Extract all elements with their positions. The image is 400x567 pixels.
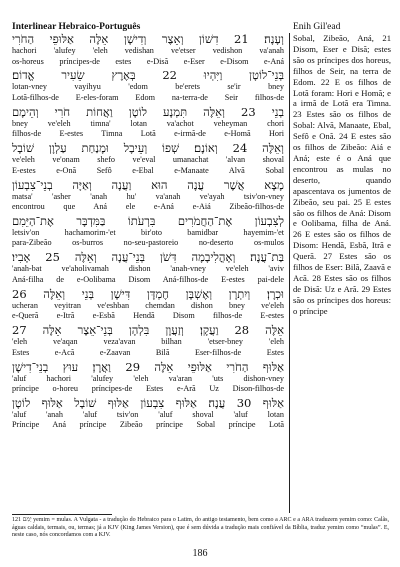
portuguese-translation: Sobal, Zibeão, Aná, 21 Disom, Eser e Disã; estes são os príncipes dos horeus, filhos de Seir, na terra de Edom. 22 E os filhos de Lotã foram: Hori e Homã; e a irmã de Lotã era Timna. 23 Estes são os filhos de Sobal: Alvã, Manaate, Ebal, Sefô e Onã. 24 E estes são os filhos de Zibeão: Aiá e Aná; este é o Aná que encontrou as mulas no deserto, quando apascentava os jumentos de Zibeão, seu pai. 25 E estes são os filhos de Aná: Disom e Oolibama, filha de Aná. 26 E estes são os filhos de Disom: Hendã, Esbã, Itrã e Querã. 27 Estes são os filhos de Eser: Bilã, Zaavã e Acã. 28 Estes são os filhos de Disã: Uz e Arã. 29 Estes são os príncipes dos horeus: o príncipe bbox=[293, 33, 391, 316]
column-divider bbox=[289, 33, 290, 513]
transliteration-line: 'aluf 'anah 'aluf tsiv'on 'aluf shoval 'aluf lotan bbox=[12, 409, 284, 419]
transliteration-line: ve'eleh ve'onam shefo ve'eval umanachat 'alvan shoval bbox=[12, 155, 284, 165]
transliteration-line: bney ve'eleh timna' lotan va'achot veheyman chori bbox=[12, 118, 284, 128]
hebrew-line: וְעָנָה׃ 21 דִשׁוֹן וְאֵצֶר וְדִישָׁן אֵלֶּה אַלּוּפֵי הַחֹרִי bbox=[12, 33, 284, 46]
portuguese-gloss-line: Aná-filha de e-Oolibama Disom Aná-filhos-de E-estes pai-dele bbox=[12, 274, 284, 284]
transliteration-line: 'anah-bat ve'aholivamah dishon 'anah-vney ve'eleh 'aviv bbox=[12, 264, 284, 274]
portuguese-gloss-line: E-estes e-Onã Sefô e-Ebal e-Manaate Alvã Sobal bbox=[12, 165, 284, 175]
hebrew-line: וּכְרָן׃ וְיִתְרָן וְאֶשְׁבָּן חֶמְדָּן דִּישָׁן בְּנֵי וְאֵלֶּה 26 bbox=[12, 287, 284, 301]
transliteration-line: ucheran veyitran ve'eshban chemdan dishon bney ve'eleh bbox=[12, 300, 284, 310]
interlinear-row bbox=[12, 251, 284, 287]
portuguese-gloss-line: e-Querã e-Itrã e-Esbã Hendã Disom filhos-de E-estes bbox=[12, 311, 284, 321]
interlinear-row bbox=[12, 288, 284, 324]
hebrew-line: לְצִבְעוֹן אֶת־הַחֲמֹרִים בִּרְעֹתוֹ בַּמִּדְבָּר אֶת־הַיֵּמִם bbox=[12, 214, 284, 228]
portuguese-gloss-line: encontrou que Aná ele e-Aná e-Aiá Zibeão-filhos-de bbox=[12, 202, 284, 212]
interlinear-row bbox=[12, 179, 284, 215]
portuguese-gloss-line: Lotã-filhos-de E-eles-foram Edom na-terra-de Seir filhos-de bbox=[12, 92, 284, 102]
hebrew-line: בְּנֵי־לוֹטָן וַיִּהְיוּ 22 בְּאֶרֶץ שֵׂעִיר אֱדוֹם׃ bbox=[12, 69, 284, 83]
interlinear-row bbox=[12, 397, 284, 433]
portuguese-gloss-line: filhos-de E-estes Timna Lotã e-irmã-de e-Homã Hori bbox=[12, 129, 284, 139]
hebrew-line: אַלּוּף הַחֹרִי אַלּוּפֵי אֵלֶּה 29 וַאֲרָן׃ עוּץ בְנֵי־דִישָׁן bbox=[12, 360, 284, 374]
hebrew-line: וְאֵלֶּה 24 וְאוֹנָם׃ שְׁפוֹ וְעֵיבָל וּמָנַחַת עַלְוָן שׁוֹבָל bbox=[12, 142, 284, 156]
interlinear-row bbox=[12, 33, 284, 69]
book-title: Interlinear Hebraico-Português bbox=[12, 22, 141, 32]
hebrew-line: אַלּוּף 30 עֲנָה׃ אַלּוּף צִבְעוֹן אַלּוּף שׁוֹבָל אַלּוּף לוֹטָן bbox=[12, 396, 284, 410]
transliteration-line: lotan-vney vayihyu 'edom be'erets se'ir bney bbox=[12, 82, 284, 92]
transliteration-line: letsiv'on hachamorim-'et bir'oto bamidbar hayemim-'et bbox=[12, 227, 284, 237]
interlinear-row bbox=[12, 215, 284, 251]
section-title: Enih Gil'ead bbox=[293, 22, 341, 32]
hebrew-line: מָצָא אֲשֶׁר עֲנָה הוּא וַעֲנָה וְאַיָּה בְנֵי־צִבְעוֹן bbox=[12, 178, 284, 192]
portuguese-gloss-line: príncipe o-horeu príncipes-de Estes e-Arã Uz Dison-filhos-de bbox=[12, 384, 284, 394]
interlinear-row bbox=[12, 69, 284, 105]
translation-column bbox=[293, 33, 391, 317]
footnote-divider bbox=[12, 514, 112, 515]
transliteration-line: 'aluf hachori 'alufey 'eleh va'aran 'uts dishon-vney bbox=[12, 373, 284, 383]
interlinear-row bbox=[12, 142, 284, 178]
page-number: 186 bbox=[192, 548, 208, 559]
portuguese-gloss-line: Príncipe Aná príncipe Zibeão príncipe Sobal príncipe Lotã bbox=[12, 420, 284, 430]
portuguese-gloss-line: para-Zibeão os-burros no-seu-pastoreio no-deserto os-mulos bbox=[12, 238, 284, 248]
footnote: 121 יֵמִם yemim = mulas. A Vulgata - a tradução do Hebraico para o Latim, do antigo testamento, bem como a ARC e a ARA traduzem yemim como: Calãs, águas caldais, termais, ou, termas; já a KJV (King James Version), que é sem dúvida a tradução mais confiável da Bíblia, traduz yemim como “mulas”. E, neste caso, nós concordamos com a KJV. bbox=[12, 517, 390, 539]
hebrew-line: בַּת־עֲנָה׃ וְאָהֳלִיבָמָה דִּשֹׁן בְּנֵי־עֲנָה וְאֵלֶּה 25 אָבִיו׃ bbox=[12, 251, 284, 265]
hebrew-line: אֵלֶּה 28 וַעֲקָן׃ וְזַעֲוָן בִּלְהָן בְּנֵי־אֵצֶר אֵלֶּה 27 bbox=[12, 324, 284, 338]
portuguese-gloss-line: Estes e-Acã e-Zaavan Bilã Eser-filhos-de Estes bbox=[12, 347, 284, 357]
interlinear-column bbox=[12, 33, 284, 433]
transliteration-line: matsa' 'asher 'anah hu' va'anah ve'ayah tsiv'on-vney bbox=[12, 191, 284, 201]
interlinear-row bbox=[12, 106, 284, 142]
transliteration-line: hachori 'alufey 'eleh vedishan ve'etser vedishon va'anah bbox=[12, 46, 284, 55]
portuguese-gloss-line: os-horeus príncipes-de estes e-Disã e-Eser e-Disom e-Aná bbox=[12, 56, 284, 66]
transliteration-line: 'eleh ve'aqan veza'avan bilhan 'etser-bney 'eleh bbox=[12, 337, 284, 347]
hebrew-line: בְנֵי 23 וְאֵלֶּה תִּמְנָע לוֹטָן וַאֲחוֹת חֹרִי וְהֵימָם bbox=[12, 105, 284, 119]
interlinear-row bbox=[12, 324, 284, 360]
interlinear-row bbox=[12, 361, 284, 397]
